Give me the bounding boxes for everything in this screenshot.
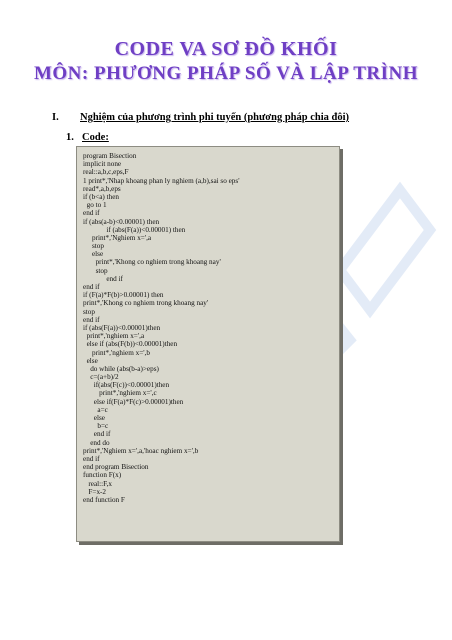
- code-line: print*,'nghiem x=',a: [83, 332, 145, 341]
- code-line: stop: [83, 307, 95, 316]
- code-line: go to 1: [83, 201, 107, 210]
- code-line: stop: [83, 266, 108, 275]
- code-line: stop: [83, 242, 104, 251]
- subsection-heading: [66, 132, 109, 143]
- code-line: print*,'Nghiem x=',a,'hoac nghiem x=',b: [83, 446, 199, 455]
- code-line: if (abs(a-b)<0.00001) then: [83, 217, 160, 226]
- code-line: else: [83, 250, 104, 259]
- code-line: end program Bisection: [83, 463, 149, 472]
- code-line: end if: [83, 454, 100, 463]
- code-line: real::a,b,c,eps,F: [83, 168, 129, 177]
- code-line: end function F: [83, 495, 125, 504]
- code-block: [76, 146, 340, 542]
- code-line: else: [83, 414, 105, 422]
- subsection-title: Code:: [82, 132, 109, 143]
- code-line: end if: [83, 315, 100, 324]
- code-line: end if: [83, 274, 123, 283]
- subsection-number: 1.: [66, 132, 74, 143]
- code-line: print*,'Khong co nghiem trong khoang nay': [83, 299, 209, 308]
- code-line: end if: [83, 430, 111, 439]
- code-line: print*,'nghiem x=',b: [83, 348, 150, 357]
- code-line: if (b<a) then: [83, 192, 119, 201]
- code-line: else if(F(a)*F(c)>0.00001)then: [83, 397, 184, 406]
- code-line: b=c: [83, 422, 109, 431]
- code-line: end if: [83, 283, 100, 291]
- section-number: I.: [52, 112, 59, 123]
- document-title-line-2: MÔN: PHƯƠNG PHÁP SỐ VÀ LẬP TRÌNH: [33, 63, 419, 84]
- section-title: Nghiệm của phương trình phi tuyến (phương pháp chia đôi): [80, 112, 350, 123]
- code-line: c=(a+b)/2: [83, 373, 119, 382]
- code-line: a=c: [83, 405, 108, 414]
- document-title-line-1: CODE VA SƠ ĐỒ KHỐI: [114, 38, 338, 60]
- code-line: print*,'Nghiem x=',a: [83, 233, 152, 242]
- code-line: read*,a,b,eps: [83, 184, 121, 193]
- code-line: do while (abs(b-a)>eps): [83, 364, 159, 373]
- code-line: implicit none: [83, 160, 122, 169]
- code-line: program Bisection: [83, 152, 137, 160]
- code-line: if (F(a)*F(b)>0.00001) then: [83, 291, 164, 300]
- code-line: end if: [83, 209, 100, 218]
- code-line: if (abs(F(a))<0.00001)then: [83, 323, 161, 332]
- code-line: real::F,x: [83, 479, 112, 488]
- code-line: print*,'Khong co nghiem trong khoang nay': [83, 258, 221, 267]
- code-line: 1 print*,'Nhap khoang phan ly nghiem (a,b),sai so eps': [83, 176, 240, 185]
- code-line: F=x-2: [83, 487, 107, 496]
- code-line: else: [83, 356, 98, 365]
- code-line: else if (abs(F(b))<0.00001)then: [83, 340, 178, 349]
- section-heading: [52, 112, 349, 123]
- code-line: print*,'nghiem x=',c: [83, 389, 157, 398]
- code-line: function F(x): [83, 471, 122, 480]
- code-line: end do: [83, 438, 110, 447]
- code-line: if (abs(F(a))<0.00001) then: [83, 225, 186, 234]
- code-line: if(abs(F(c))<0.00001)then: [83, 381, 170, 390]
